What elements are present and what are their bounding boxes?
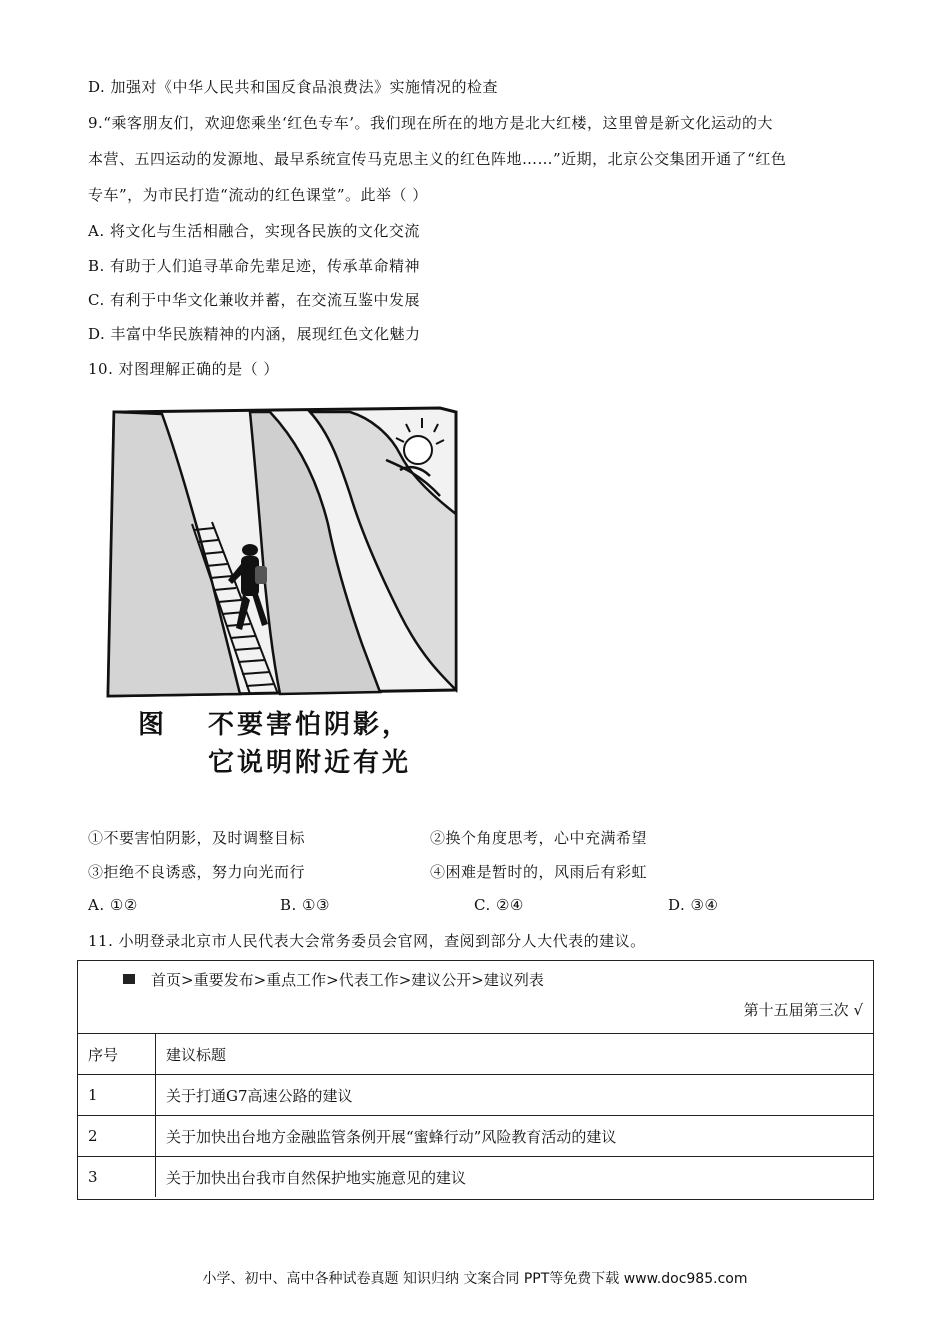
row-number: 2 xyxy=(78,1116,156,1157)
q9-stem-line-2: 本营、五四运动的发源地、最早系统宣传马克思主义的红色阵地……”近期，北京公交集团开通了“红色 xyxy=(88,150,787,168)
table-row xyxy=(78,1075,873,1116)
breadcrumb-text: 首页>重要发布>重点工作>代表工作>建议公开>建议列表 xyxy=(151,971,544,989)
q10-statement-4: ④困难是暂时的，风雨后有彩虹 xyxy=(430,863,648,881)
session-selector: 第十五届第三次 √ xyxy=(743,1001,863,1019)
q10-stem: 10. 对图理解正确的是（ ） xyxy=(88,360,279,378)
caption-label: 图 xyxy=(138,710,168,740)
q10-statement-2: ②换个角度思考，心中充满希望 xyxy=(430,829,648,847)
cartoon-illustration xyxy=(100,404,462,704)
row-number: 3 xyxy=(78,1157,156,1198)
q10-option-a: A. ①② xyxy=(88,896,138,914)
q9-stem-line-3: 专车”，为市民打造“流动的红色课堂”。此举（ ） xyxy=(88,186,428,204)
q10-statement-3: ③拒绝不良诱惑，努力向光而行 xyxy=(88,863,306,881)
row-title: 关于加快出台我市自然保护地实施意见的建议 xyxy=(156,1157,874,1198)
suggestion-table xyxy=(78,1033,873,1197)
q9-option-d: D. 丰富中华民族精神的内涵，展现红色文化魅力 xyxy=(88,325,421,343)
page-footer: 小学、初中、高中各种试卷真题 知识归纳 文案合同 PPT等免费下载 www.doc985.com xyxy=(202,1271,748,1287)
q10-option-c: C. ②④ xyxy=(474,896,524,914)
cartoon-caption xyxy=(138,706,411,782)
q9-option-b: B. 有助于人们追寻革命先辈足迹，传承革命精神 xyxy=(88,257,421,275)
q11-stem: 11. 小明登录北京市人民代表大会常务委员会官网，查阅到部分人大代表的建议。 xyxy=(88,932,646,950)
caption-line-2: 它说明附近有光 xyxy=(208,748,412,778)
breadcrumb xyxy=(123,969,544,990)
website-screenshot-box xyxy=(77,960,874,1200)
q10-statement-1: ①不要害怕阴影，及时调整目标 xyxy=(88,829,306,847)
caption-line-1: 不要害怕阴影， xyxy=(208,710,412,740)
table-row xyxy=(78,1157,873,1198)
row-title: 关于打通G7高速公路的建议 xyxy=(156,1075,874,1116)
q10-option-b: B. ①③ xyxy=(280,896,330,914)
row-number: 1 xyxy=(78,1075,156,1116)
table-header-row xyxy=(78,1034,873,1075)
q8-option-d: D. 加强对《中华人民共和国反食品浪费法》实施情况的检查 xyxy=(88,78,499,96)
clapperboard-icon xyxy=(123,974,135,984)
row-title: 关于加快出台地方金融监管条例开展“蜜蜂行动”风险教育活动的建议 xyxy=(156,1116,874,1157)
column-header-title: 建议标题 xyxy=(156,1034,874,1075)
q9-option-a: A. 将文化与生活相融合，实现各民族的文化交流 xyxy=(88,222,420,240)
q10-option-d: D. ③④ xyxy=(668,896,719,914)
q9-option-c: C. 有利于中华文化兼收并蓄，在交流互鉴中发展 xyxy=(88,291,420,309)
table-row xyxy=(78,1116,873,1157)
q9-stem-line-1: 9.“乘客朋友们，欢迎您乘坐‘红色专车’。我们现在所在的地方是北大红楼，这里曾是新文化运动的大 xyxy=(88,114,774,132)
column-header-number: 序号 xyxy=(78,1034,156,1075)
